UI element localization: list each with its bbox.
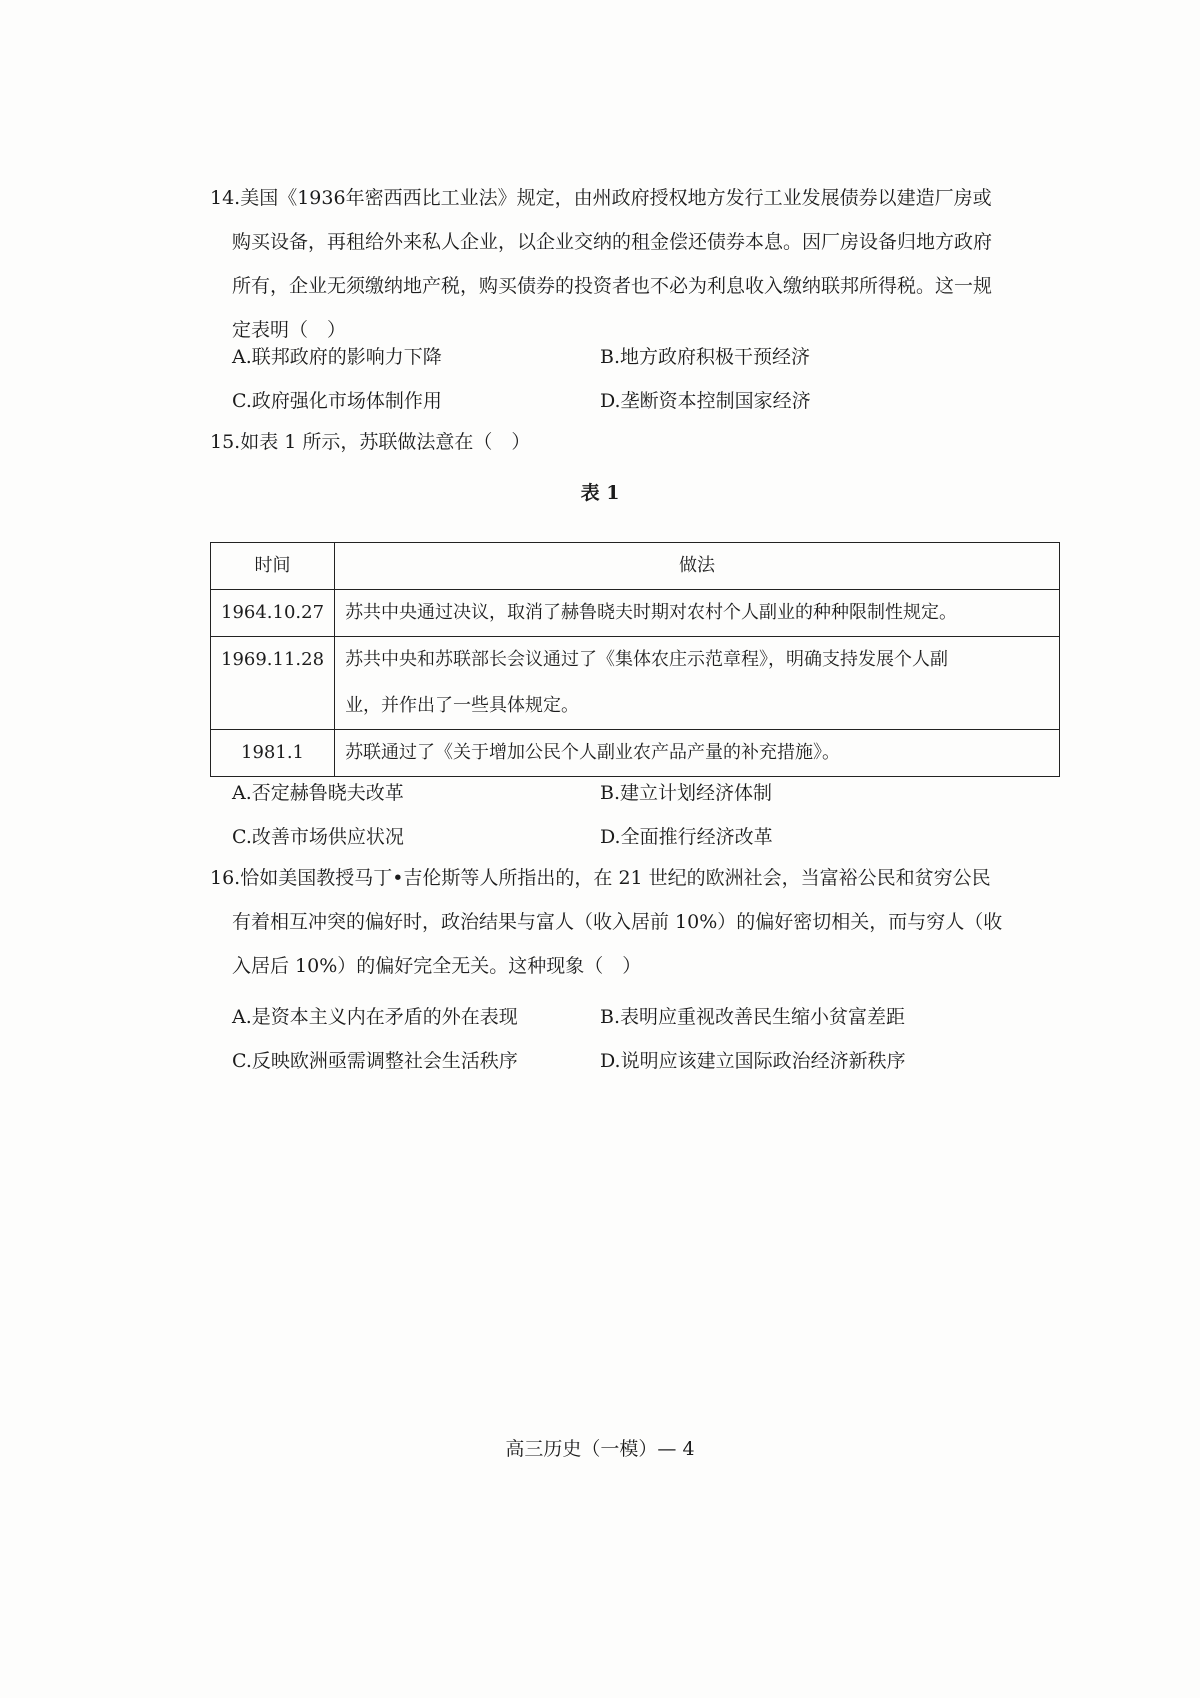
question-14-line: 定表明（ ）: [232, 319, 347, 341]
practice-table: [210, 542, 1060, 777]
table-row: [211, 637, 1060, 730]
table-cell-text: 苏共中央通过决议，取消了赫鲁晓夫时期对农村个人副业的种种限制性规定。: [345, 602, 958, 623]
question-15: [210, 420, 1065, 464]
option-d: D.说明应该建立国际政治经济新秩序: [600, 1050, 906, 1072]
table-cell-practice: [335, 637, 1060, 730]
table-header-date: 时间: [211, 543, 335, 590]
table-row: [211, 590, 1060, 637]
question-16-line: 16.恰如美国教授马丁•吉伦斯等人所指出的，在 21 世纪的欧洲社会，当富裕公民和贫穷公民: [210, 867, 991, 889]
question-14-line: 14.美国《1936年密西西比工业法》规定，由州政府授权地方发行工业发展债券以建造厂房或: [210, 187, 992, 209]
option-d: D.全面推行经济改革: [600, 826, 773, 848]
option-b: B.建立计划经济体制: [600, 782, 773, 804]
table-row: [211, 730, 1060, 777]
table-cell-practice: [335, 590, 1060, 637]
table-cell-practice: [335, 730, 1060, 777]
option-c: C.改善市场供应状况: [232, 826, 404, 848]
option-c: C.政府强化市场体制作用: [232, 390, 442, 412]
page-footer: 高三历史（一模）— 4: [505, 1438, 695, 1460]
question-14-line: 购买设备，再租给外来私人企业，以企业交纳的租金偿还债券本息。因厂房设备归地方政府: [232, 231, 993, 253]
question-16: [210, 856, 1065, 988]
question-16-line: 入居后 10%）的偏好完全无关。这种现象（ ）: [232, 955, 642, 977]
option-b: B.地方政府积极干预经济: [600, 346, 811, 368]
table-cell-text: 苏联通过了《关于增加公民个人副业农产品产量的补充措施》。: [345, 742, 841, 763]
option-d: D.垄断资本控制国家经济: [600, 390, 811, 412]
question-14-line: 所有，企业无须缴纳地产税，购买债券的投资者也不必为利息收入缴纳联邦所得税。这一规: [232, 275, 993, 297]
option-a: A.联邦政府的影响力下降: [232, 346, 442, 368]
table-header-row: [211, 543, 1060, 590]
option-c: C.反映欧洲亟需调整社会生活秩序: [232, 1050, 518, 1072]
table-header-practice: 做法: [335, 543, 1060, 590]
option-b: B.表明应重视改善民生缩小贫富差距: [600, 1006, 906, 1028]
table-cell-date: 1969.11.28: [211, 637, 335, 730]
table-cell-date: 1964.10.27: [211, 590, 335, 637]
question-16-line: 有着相互冲突的偏好时，政治结果与富人（收入居前 10%）的偏好密切相关，而与穷人（收: [232, 911, 1003, 933]
option-a: A.是资本主义内在矛盾的外在表现: [232, 1006, 518, 1028]
table-cell-text: 苏共中央和苏联部长会议通过了《集体农庄示范章程》，明确支持发展个人副: [345, 649, 949, 670]
table-caption: 表 1: [580, 482, 620, 504]
question-15-stem: 15.如表 1 所示，苏联做法意在（ ）: [210, 431, 531, 453]
table-cell-date: 1981.1: [211, 730, 335, 777]
table-cell-text: 业，并作出了一些具体规定。: [345, 695, 580, 716]
question-14: [210, 176, 1065, 352]
option-a: A.否定赫鲁晓夫改革: [232, 782, 404, 804]
